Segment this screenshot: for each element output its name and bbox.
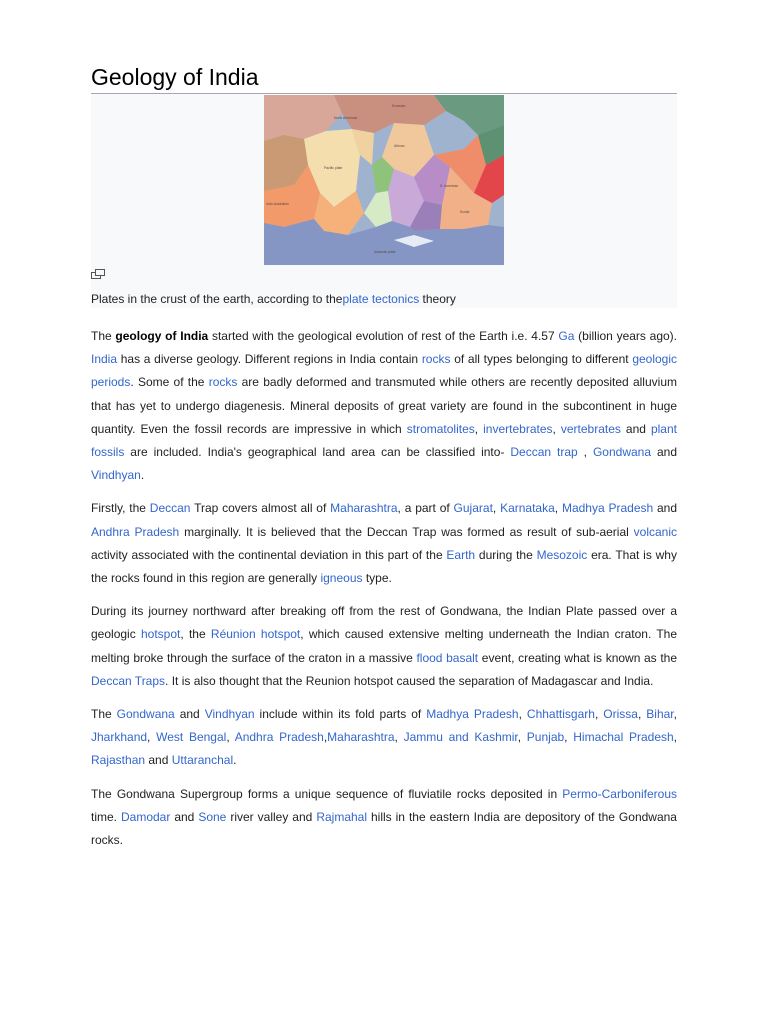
article-link[interactable]: Vindhyan [204, 707, 255, 722]
text-run: , [594, 707, 604, 722]
text-run: and [620, 421, 651, 436]
paragraph-5 [91, 783, 677, 853]
text-run: , [637, 707, 647, 722]
text-run: . [140, 468, 145, 483]
svg-text:Pacific plate: Pacific plate [324, 166, 343, 170]
svg-text:Indo-Australian: Indo-Australian [266, 202, 289, 206]
paragraph-2 [91, 497, 677, 590]
article-link[interactable]: volcanic [633, 524, 677, 539]
article-link[interactable]: hotspot [140, 627, 181, 642]
text-run: , [226, 730, 235, 745]
text-run: and [651, 445, 677, 460]
caption-text-end: theory [419, 292, 456, 306]
article-link[interactable]: Gujarat [453, 501, 493, 516]
text-run: The [91, 707, 117, 722]
text-run: and [170, 809, 199, 824]
text-run: and [653, 501, 678, 516]
article-link[interactable]: igneous [320, 571, 363, 586]
article-link[interactable]: Deccan trap [510, 445, 578, 460]
svg-text:Antarctic plate: Antarctic plate [374, 250, 396, 254]
article-link[interactable]: Bihar [646, 707, 674, 722]
article-link[interactable]: Permo-Carboniferous [562, 786, 677, 801]
article-link[interactable]: Uttaranchal [171, 753, 234, 768]
article-link[interactable]: Ga [558, 329, 575, 343]
text-run: activity associated with the continental deviation in this part of the [91, 547, 447, 562]
text-run: , [147, 730, 157, 745]
paragraph-4 [91, 703, 677, 773]
text-run: and [145, 753, 172, 768]
text-run: era. That is why the rocks found in this region are generally [91, 547, 677, 586]
article-link[interactable]: Punjab [526, 730, 565, 745]
text-run: , [517, 730, 527, 745]
article-link[interactable]: West Bengal [156, 730, 227, 745]
article-link[interactable]: plant fossils [91, 421, 677, 460]
paragraph-1 [91, 325, 677, 487]
text-run: has a diverse geology. Different regions in India contain [117, 352, 422, 367]
article-link[interactable]: stromatolites [406, 421, 475, 436]
text-run: started with the geological evolution of rest of the Earth i.e. 4.57 [208, 329, 559, 343]
svg-text:S. American: S. American [440, 184, 459, 188]
svg-text:African: African [394, 144, 405, 148]
text-run: The Gondwana Supergroup forms a unique sequence of fluviatile rocks deposited in [91, 786, 563, 801]
text-run: hills in the eastern India are depository of the Gondwana rocks. [91, 809, 677, 848]
article-link[interactable]: Madhya Pradesh [561, 501, 654, 516]
article-link[interactable]: Gondwana [592, 445, 652, 460]
page-title: Geology of India [91, 64, 259, 90]
paragraph-3 [91, 600, 677, 693]
text-run: , [554, 501, 562, 516]
article-link[interactable]: Rajmahal [316, 809, 368, 824]
text-run: type. [362, 571, 392, 586]
article-link[interactable]: rocks [208, 375, 238, 390]
figure [91, 94, 677, 308]
enlarge-icon[interactable] [91, 269, 105, 279]
text-run: . It is also thought that the Reunion hotspot caused the separation of Madagascar and India. [165, 673, 654, 688]
article-link[interactable]: Karnataka [500, 501, 555, 516]
article-link[interactable]: Réunion hotspot [210, 627, 301, 642]
article-link[interactable]: Madhya Pradesh [426, 707, 519, 722]
article-link[interactable]: Mesozoic [536, 547, 588, 562]
caption-text: Plates in the crust of the earth, according to the [91, 292, 343, 306]
article-link[interactable]: rocks [421, 352, 451, 367]
text-run: . [233, 753, 237, 768]
article-link[interactable]: Andhra Pradesh [234, 730, 324, 745]
article-link[interactable]: vertebrates [560, 421, 621, 436]
text-run: (billion years ago). [574, 329, 678, 343]
svg-text:Scotia: Scotia [460, 210, 470, 214]
text-run: , the [180, 627, 211, 642]
text-run: marginally. It is believed that the Deccan Trap was formed as result of sub-aerial [179, 524, 634, 539]
article-link[interactable]: Himachal Pradesh [573, 730, 674, 745]
text-run: The [91, 329, 116, 343]
article-link[interactable]: Deccan [149, 501, 191, 516]
text-run: , [673, 707, 677, 722]
text-run: , a part of [397, 501, 454, 516]
text-run: Firstly, the [91, 501, 150, 516]
text-run: , [394, 730, 404, 745]
text-run: , [323, 730, 328, 745]
caption-link-plate-tectonics[interactable]: plate tectonics [342, 292, 420, 306]
text-run: time. [91, 809, 121, 824]
article-body [91, 325, 677, 862]
article-link[interactable]: Sone [198, 809, 227, 824]
text-run: . Some of the [130, 375, 209, 390]
text-run: event, creating what is known as the [478, 650, 678, 665]
text-run: During its journey northward after breaking off from the rest of Gondwana, the Indian Plate passed over a geologic [91, 604, 677, 642]
svg-text:North American: North American [334, 116, 358, 120]
article-link[interactable]: Jharkhand [91, 730, 148, 745]
text-run: river valley and [226, 809, 317, 824]
article-link[interactable]: flood basalt [416, 650, 479, 665]
text-run: and [174, 707, 205, 722]
article-link[interactable]: Rajasthan [91, 753, 146, 768]
plate-tectonics-map[interactable] [264, 95, 504, 265]
text-run: Trap covers almost all of [190, 501, 331, 516]
text-run: , [673, 730, 678, 745]
text-run: , [564, 730, 574, 745]
article-link[interactable]: Damodar [120, 809, 171, 824]
text-run: , [577, 445, 593, 460]
text-run: include within its fold parts of [254, 707, 427, 722]
bold-term: geology of India [115, 329, 209, 343]
text-run: are badly deformed and transmuted while others are recently deposited alluvium that has yet to undergo diagenesis. Mineral deposits of great variety are found in the subcontinent in huge quantity. Even the fossil records are impressive in which [91, 375, 677, 436]
text-run: of all types belonging to different [450, 352, 633, 367]
text-run: , [474, 421, 484, 436]
article-link[interactable]: Deccan Traps [91, 673, 166, 688]
article-link[interactable]: invertebrates [483, 421, 553, 436]
article-link[interactable]: Earth [446, 547, 476, 562]
text-run: , [552, 421, 561, 436]
svg-text:Eurasian: Eurasian [392, 104, 406, 108]
article-link[interactable]: Orissa [603, 707, 638, 722]
article-link[interactable]: Andhra Pradesh [91, 524, 180, 539]
text-run: , [518, 707, 527, 722]
article-link[interactable]: Maharashtra [327, 730, 395, 745]
text-run: , which caused extensive melting underneath the Indian craton. The melting broke through the surface of the craton in a massive [91, 627, 678, 665]
article-link[interactable]: geologic periods [91, 352, 678, 390]
text-run: during the [475, 547, 537, 562]
article-link[interactable]: Maharashtra [330, 501, 398, 516]
text-run: , [492, 501, 501, 516]
article-link[interactable]: India [91, 352, 118, 367]
article-link[interactable]: Chhattisgarh [526, 707, 595, 722]
figure-caption [91, 292, 456, 306]
article-link[interactable]: Gondwana [116, 707, 175, 722]
article-link[interactable]: Jammu and Kashmir [403, 730, 518, 745]
article-link[interactable]: Vindhyan [91, 468, 141, 483]
text-run: are included. India's geographical land area can be classified into- [124, 445, 511, 460]
